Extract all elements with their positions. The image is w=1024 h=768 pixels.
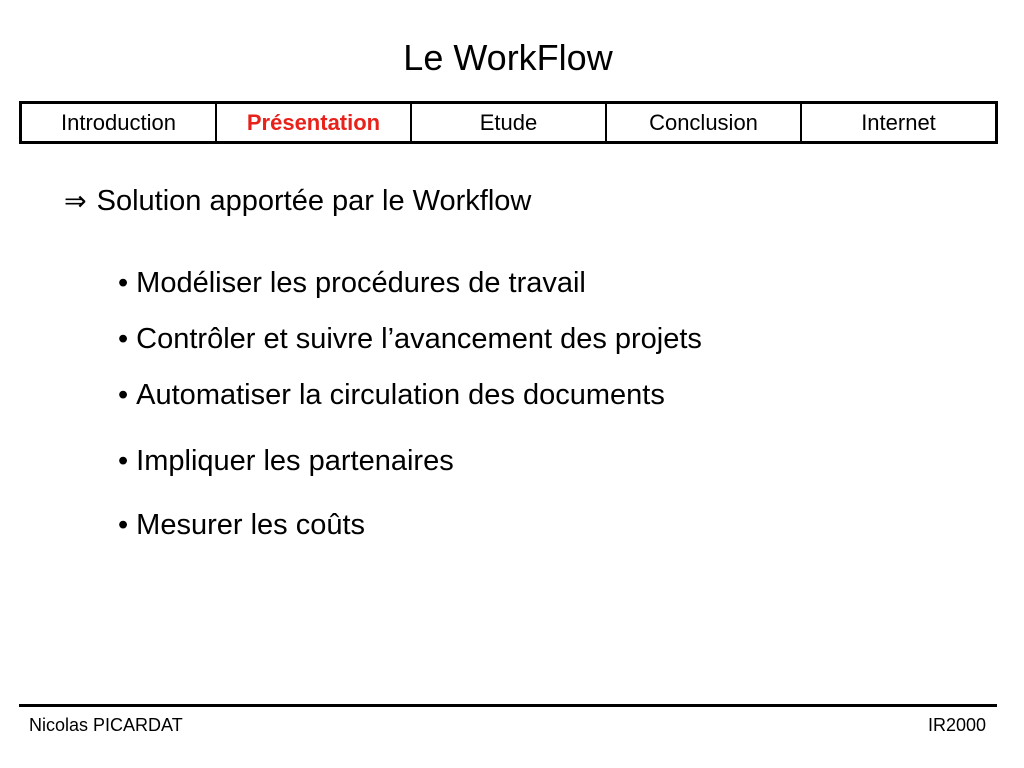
implies-arrow-icon: ⇒ xyxy=(64,186,87,217)
bullet-dot-icon: • xyxy=(118,323,129,355)
bullet-item xyxy=(118,443,454,479)
bullet-item xyxy=(118,321,702,357)
bullet-dot-icon: • xyxy=(118,509,129,541)
bullet-text: Impliquer les partenaires xyxy=(136,445,454,477)
bullet-dot-icon: • xyxy=(118,267,129,299)
tab-etude[interactable]: Etude xyxy=(410,104,605,141)
footer-author: Nicolas PICARDAT xyxy=(29,715,183,735)
nav-bar xyxy=(19,101,998,144)
bullet-item xyxy=(118,507,365,543)
slide-title: Le WorkFlow xyxy=(403,37,613,78)
bullet-text: Mesurer les coûts xyxy=(136,509,366,541)
footer-divider xyxy=(19,704,997,707)
bullet-text: Contrôler et suivre l’avancement des projets xyxy=(136,323,702,355)
tab-internet[interactable]: Internet xyxy=(800,104,995,141)
bullet-text: Automatiser la circulation des documents xyxy=(136,379,665,411)
tab-conclusion[interactable]: Conclusion xyxy=(605,104,800,141)
bullet-item xyxy=(118,265,586,301)
tab-introduction[interactable]: Introduction xyxy=(61,109,176,135)
section-heading xyxy=(64,183,531,220)
section-heading-text: Solution apportée par le Workflow xyxy=(96,185,532,217)
bullet-item xyxy=(118,377,665,413)
bullet-text: Modéliser les procédures de travail xyxy=(136,267,586,299)
footer-code: IR2000 xyxy=(927,715,986,735)
bullet-dot-icon: • xyxy=(118,379,129,411)
bullet-dot-icon: • xyxy=(118,445,129,477)
tab-presentation[interactable]: Présentation xyxy=(215,104,410,141)
